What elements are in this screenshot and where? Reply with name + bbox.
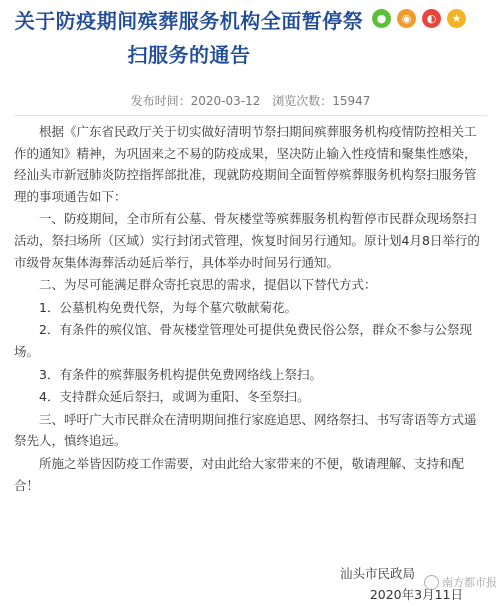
paragraph: 2．有条件的殡仪馆、骨灰楼堂管理处可提供免费民俗公祭，群众不参与公祭现场。: [14, 322, 472, 359]
share-bar: [372, 9, 466, 28]
paragraph: 4．支持群众延后祭扫，或调为重阳、冬至祭扫。: [39, 389, 310, 405]
divider: [14, 115, 487, 116]
signature-org: 汕头市民政局: [339, 566, 415, 581]
moments-icon[interactable]: ◉: [397, 9, 416, 28]
view-count: 浏览次数：15947: [272, 94, 371, 108]
paragraph: 所施之举皆因防疫工作需要，对由此给大家带来的不便，敬请理解、支持和配合！: [14, 455, 465, 493]
article-body: [14, 121, 487, 497]
article-title: 关于防疫期间殡葬服务机构全面暂停祭扫服务的通告: [14, 9, 364, 67]
watermark-text: 南方都市报: [442, 576, 497, 589]
article-meta: [0, 92, 501, 109]
paragraph: 1．公墓机构免费代祭，为每个墓穴敬献菊花。: [39, 299, 297, 315]
paragraph: 一、防疫期间，全市所有公墓、骨灰楼堂等殡葬服务机构暂停市民群众现场祭扫活动，祭扫场所（区域）实行封闭式管理，恢复时间另行通知。原计划4月8日举行的市级骨灰集体海葬活动延后举行，具体举办时间另行通知。: [14, 211, 480, 270]
paragraph: 三、呼吁广大市民群众在清明期间推行家庭追思、网络祭扫、书写寄语等方式遥祭先人，慎终追远。: [14, 411, 477, 449]
wechat-icon[interactable]: ●: [372, 9, 391, 28]
publish-time: 发布时间：2020-03-12: [130, 94, 261, 108]
paragraph: 二、为尽可能满足群众寄托哀思的需求，提倡以下替代方式：: [39, 277, 377, 293]
paragraph: 根据《广东省民政厅关于切实做好清明节祭扫期间殡葬服务机构疫情防控相关工作的通知》精神，为巩固来之不易的防疫成果，坚决防止输入性疫情和聚集性感染，经汕头市新冠肺炎防控指挥部批准，现就防疫期间全面暂停殡葬服务机构祭扫服务管理的事项通告如下：: [14, 124, 477, 204]
signature-date: 2020年3月11日: [369, 587, 463, 602]
watermark: [424, 574, 497, 590]
watermark-logo-icon: [424, 575, 439, 590]
qzone-icon[interactable]: ★: [447, 9, 466, 28]
paragraph: 3．有条件的殡葬服务机构提供免费网络线上祭扫。: [39, 366, 322, 382]
weibo-icon[interactable]: ◐: [422, 9, 441, 28]
